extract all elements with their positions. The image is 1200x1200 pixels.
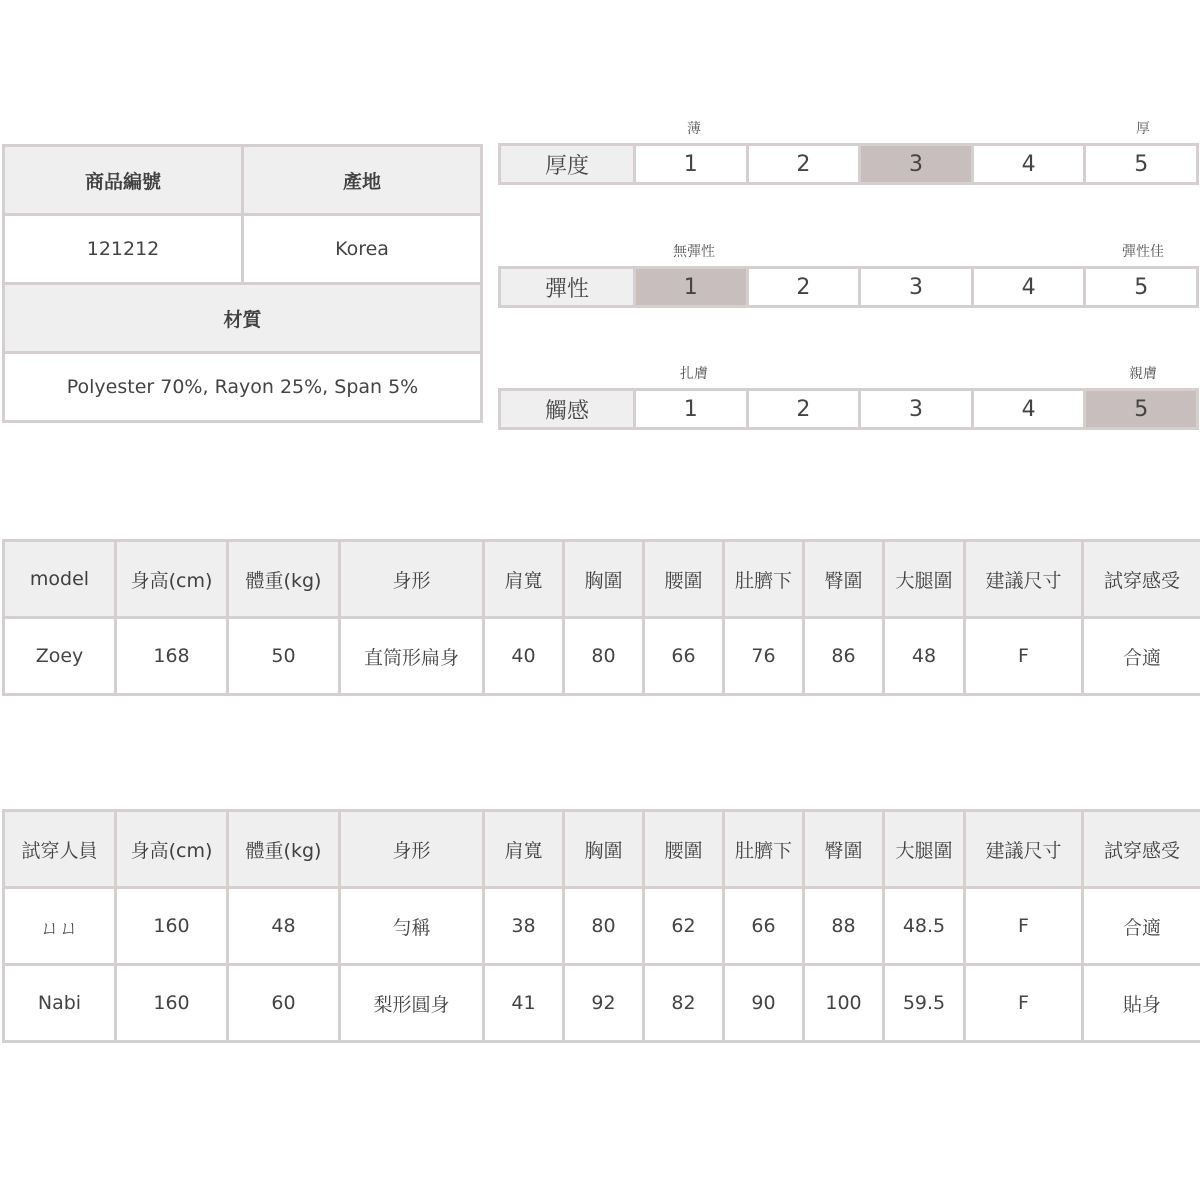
model-measurement-table xyxy=(2,539,1200,696)
table-cell: 82 xyxy=(644,965,724,1042)
table-cell: 62 xyxy=(644,888,724,965)
scale-high-label: 彈性佳 xyxy=(1122,244,1164,260)
table-cell: 60 xyxy=(228,965,340,1042)
column-header: 肩寬 xyxy=(484,541,564,618)
scale-option: 5 xyxy=(1085,268,1198,307)
column-header: model xyxy=(4,541,116,618)
scale-table xyxy=(498,266,1199,308)
column-header: 腰圍 xyxy=(644,541,724,618)
column-header: 胸圍 xyxy=(564,811,644,888)
column-header: 臀圍 xyxy=(804,811,884,888)
table-cell: 86 xyxy=(804,618,884,695)
origin-value: Korea xyxy=(243,215,482,284)
table-cell: 80 xyxy=(564,618,644,695)
scale-option-selected: 3 xyxy=(860,145,973,184)
scale-option: 2 xyxy=(747,145,860,184)
scale-ends xyxy=(498,363,1199,383)
scale-high-label: 親膚 xyxy=(1129,366,1157,382)
table-cell: 88 xyxy=(804,888,884,965)
table-cell: F xyxy=(965,965,1083,1042)
product-info-table xyxy=(2,144,483,423)
column-header: 身形 xyxy=(340,811,484,888)
column-header: 身形 xyxy=(340,541,484,618)
table-cell: 80 xyxy=(564,888,644,965)
scale-label: 厚度 xyxy=(500,145,635,184)
scale-option: 3 xyxy=(860,268,973,307)
scale-ends xyxy=(498,241,1199,261)
column-header: 臀圍 xyxy=(804,541,884,618)
scale-option: 1 xyxy=(635,390,748,429)
column-header: 肩寬 xyxy=(484,811,564,888)
scale-option: 2 xyxy=(747,390,860,429)
table-cell: 勻稱 xyxy=(340,888,484,965)
column-header: 身高(cm) xyxy=(116,541,228,618)
table-cell: Nabi xyxy=(4,965,116,1042)
column-header: 腰圍 xyxy=(644,811,724,888)
table-cell: 38 xyxy=(484,888,564,965)
table-cell: 76 xyxy=(724,618,804,695)
table-cell: ㄩㄩ xyxy=(4,888,116,965)
column-header: 體重(kg) xyxy=(228,811,340,888)
column-header: 試穿感受 xyxy=(1083,811,1200,888)
scale-low-label: 扎膚 xyxy=(680,366,708,382)
column-header: 胸圍 xyxy=(564,541,644,618)
table-cell: 合適 xyxy=(1083,618,1200,695)
product-number-value: 121212 xyxy=(4,215,243,284)
table-cell: 50 xyxy=(228,618,340,695)
scale-high-label: 厚 xyxy=(1136,121,1150,137)
table-cell: F xyxy=(965,888,1083,965)
scale-low-label: 薄 xyxy=(687,121,701,137)
product-number-header: 商品編號 xyxy=(4,146,243,215)
table-cell: Zoey xyxy=(4,618,116,695)
column-header: 肚臍下 xyxy=(724,541,804,618)
scale-option: 1 xyxy=(635,145,748,184)
table-row xyxy=(4,888,1200,965)
table-cell: 92 xyxy=(564,965,644,1042)
column-header: 體重(kg) xyxy=(228,541,340,618)
table-cell: 59.5 xyxy=(884,965,965,1042)
scale-option-selected: 5 xyxy=(1085,390,1198,429)
table-row xyxy=(4,618,1200,695)
table-cell: 168 xyxy=(116,618,228,695)
table-cell: 41 xyxy=(484,965,564,1042)
table-cell: 48.5 xyxy=(884,888,965,965)
table-cell: 66 xyxy=(644,618,724,695)
table-cell: 48 xyxy=(884,618,965,695)
column-header: 試穿人員 xyxy=(4,811,116,888)
scale-option: 4 xyxy=(972,390,1085,429)
material-value: Polyester 70%, Rayon 25%, Span 5% xyxy=(4,353,482,422)
table-cell: 160 xyxy=(116,965,228,1042)
table-cell: F xyxy=(965,618,1083,695)
column-header: 身高(cm) xyxy=(116,811,228,888)
table-header-row xyxy=(4,811,1200,888)
table-cell: 貼身 xyxy=(1083,965,1200,1042)
column-header: 大腿圍 xyxy=(884,541,965,618)
table-cell: 合適 xyxy=(1083,888,1200,965)
material-header: 材質 xyxy=(4,284,482,353)
table-header-row xyxy=(4,541,1200,618)
table-cell: 66 xyxy=(724,888,804,965)
scale-table xyxy=(498,388,1199,430)
scale-label: 彈性 xyxy=(500,268,635,307)
column-header: 建議尺寸 xyxy=(965,811,1083,888)
column-header: 建議尺寸 xyxy=(965,541,1083,618)
table-cell: 直筒形扁身 xyxy=(340,618,484,695)
column-header: 試穿感受 xyxy=(1083,541,1200,618)
column-header: 肚臍下 xyxy=(724,811,804,888)
table-cell: 40 xyxy=(484,618,564,695)
column-header: 大腿圍 xyxy=(884,811,965,888)
scale-table xyxy=(498,143,1199,185)
table-cell: 160 xyxy=(116,888,228,965)
table-row xyxy=(4,965,1200,1042)
table-cell: 48 xyxy=(228,888,340,965)
scale-low-label: 無彈性 xyxy=(673,244,715,260)
scale-option: 2 xyxy=(747,268,860,307)
origin-header: 產地 xyxy=(243,146,482,215)
scale-option: 3 xyxy=(860,390,973,429)
scale-option: 4 xyxy=(972,268,1085,307)
table-cell: 100 xyxy=(804,965,884,1042)
tester-measurement-table xyxy=(2,809,1200,1043)
scale-option: 5 xyxy=(1085,145,1198,184)
table-cell: 90 xyxy=(724,965,804,1042)
scale-option: 4 xyxy=(972,145,1085,184)
scale-option-selected: 1 xyxy=(635,268,748,307)
table-cell: 梨形圓身 xyxy=(340,965,484,1042)
scale-label: 觸感 xyxy=(500,390,635,429)
scale-ends xyxy=(498,118,1199,138)
